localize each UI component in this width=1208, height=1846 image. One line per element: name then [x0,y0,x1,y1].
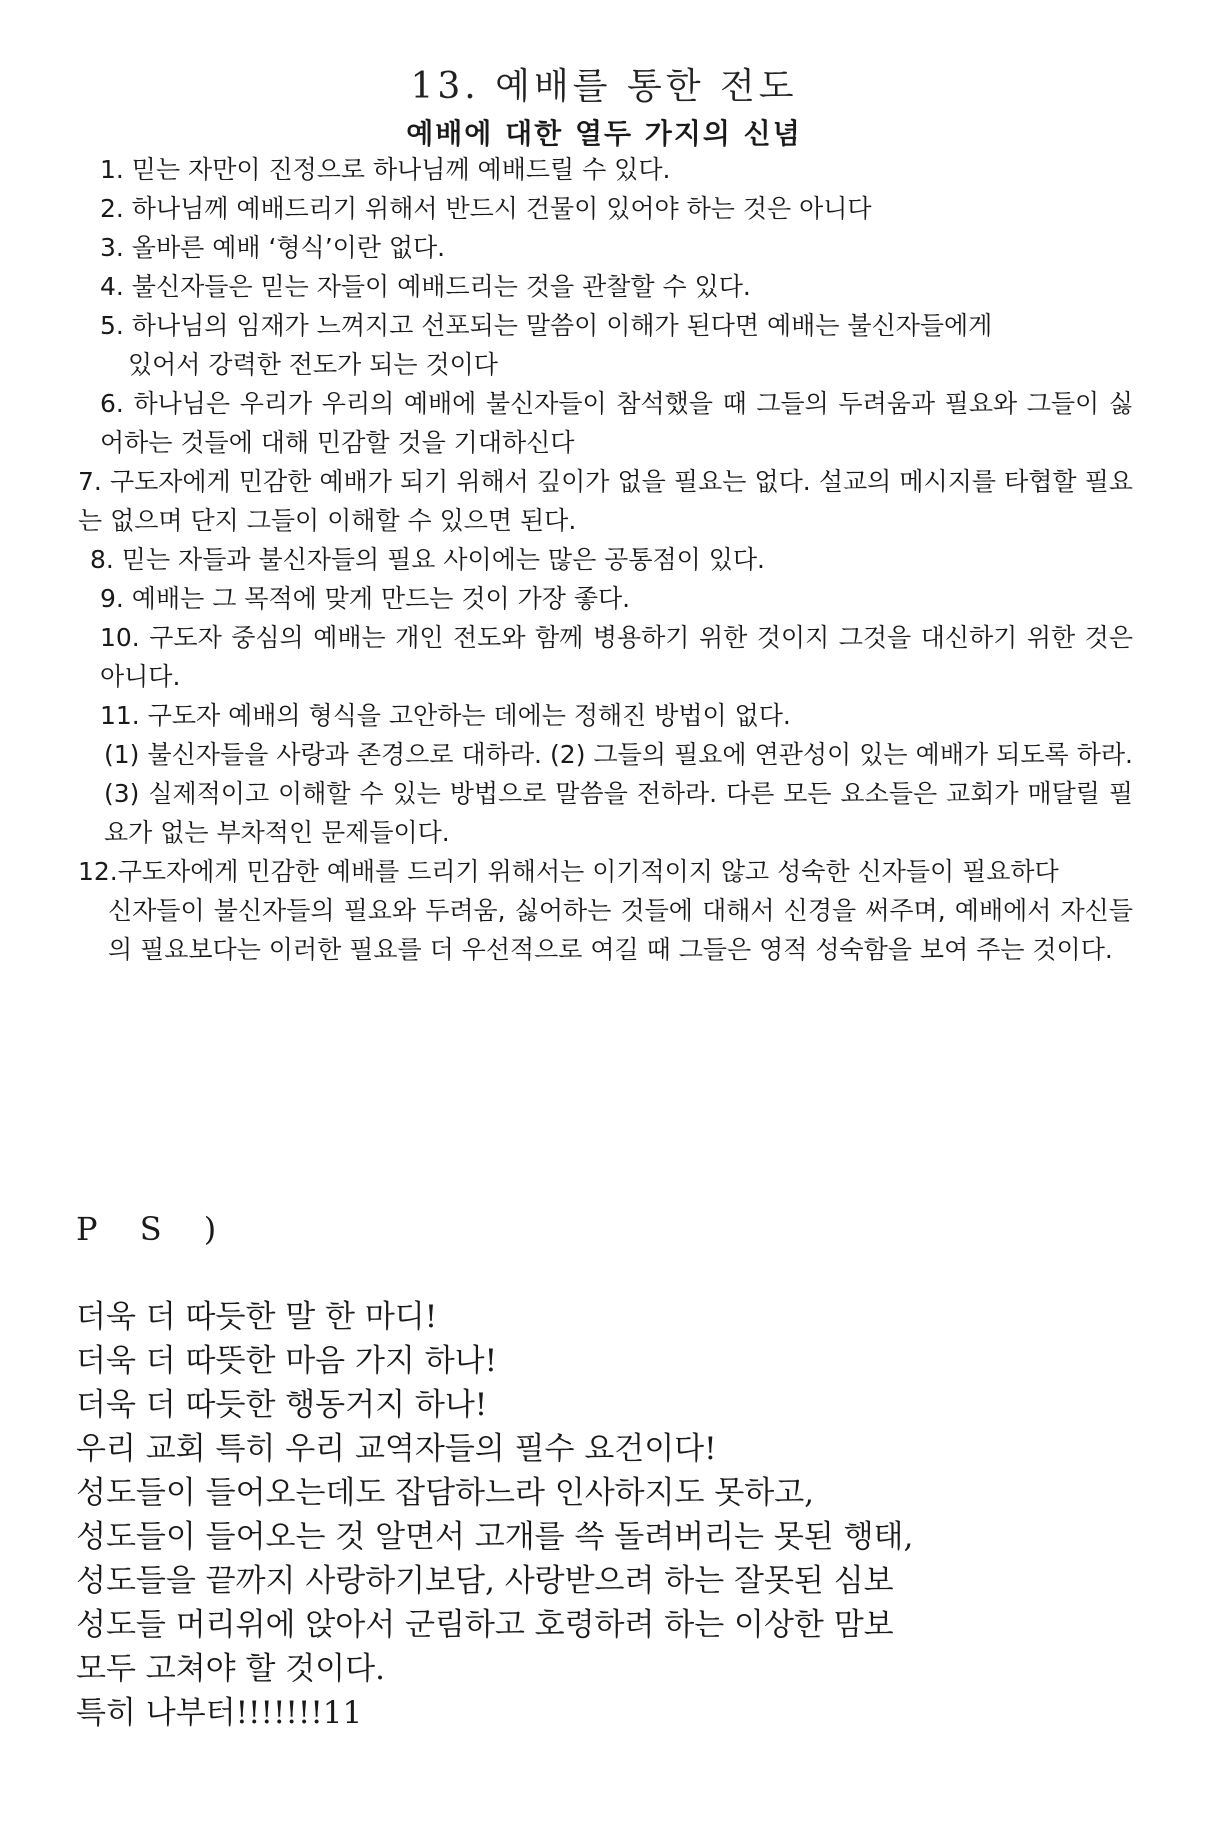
belief-list [78,150,1133,969]
belief-item-4: 4. 불신자들은 믿는 자들이 예배드리는 것을 관찰할 수 있다. [100,272,751,301]
belief-item-11-detail: (1) 불신자들을 사랑과 존경으로 대하라. (2) 그들의 필요에 연관성이 있는 예배가 되도록 하라. (3) 실제적이고 이해할 수 있는 방법으로 말씀을 전하라. 다른 모든 요소들은 교회가 매달릴 필요가 없는 부차적인 문제들이다. [104,740,1133,847]
ps-line: 더욱 더 따듯한 행동거지 하나! [76,1387,488,1423]
belief-item-2: 2. 하나님께 예배드리기 위해서 반드시 건물이 있어야 하는 것은 아니다 [100,194,872,223]
belief-item-5-continued: 있어서 강력한 전도가 되는 것이다 [128,350,498,379]
ps-label: P S ) [76,1210,233,1248]
ps-line: 성도들이 들어오는데도 잡담하느라 인사하지도 못하고, [76,1475,815,1511]
belief-item-10: 10. 구도자 중심의 예배는 개인 전도와 함께 병용하기 위한 것이지 그것을 대신하기 위한 것은 아니다. [100,623,1133,691]
belief-item-7: 7. 구도자에게 민감한 예배가 되기 위해서 깊이가 없을 필요는 없다. 설교의 메시지를 타협할 필요는 없으며 단지 그들이 이해할 수 있으면 된다. [78,467,1133,535]
belief-item-12: 12.구도자에게 민감한 예배를 드리기 위해서는 이기적이지 않고 성숙한 신자들이 필요하다 [78,857,1059,886]
belief-item-5: 5. 하나님의 임재가 느껴지고 선포되는 말씀이 이해가 된다면 예배는 불신자들에게 [100,311,993,340]
ps-line: 성도들을 끝까지 사랑하기보담, 사랑받으려 하는 잘못된 심보 [76,1563,894,1599]
belief-item-8: 8. 믿는 자들과 불신자들의 필요 사이에는 많은 공통점이 있다. [90,545,765,574]
belief-item-12-detail: 신자들이 불신자들의 필요와 두려움, 싫어하는 것들에 대해서 신경을 써주며, 예배에서 자신들의 필요보다는 이러한 필요를 더 우선적으로 여길 때 그들은 영적 성숙함을 보여 주는 것이다. [108,896,1133,964]
document-title: 13. 예배를 통한 전도 [410,66,798,107]
ps-line: 특히 나부터!!!!!!!11 [76,1695,363,1731]
ps-line: 우리 교회 특히 우리 교역자들의 필수 요건이다! [76,1431,717,1467]
belief-item-9: 9. 예배는 그 목적에 맞게 만드는 것이 가장 좋다. [100,584,631,613]
ps-line: 성도들 머리위에 앉아서 군림하고 호령하려 하는 이상한 맘보 [76,1607,894,1643]
ps-line: 더욱 더 따뜻한 마음 가지 하나! [76,1343,498,1379]
ps-line: 모두 고쳐야 할 것이다. [76,1651,385,1687]
belief-item-1: 1. 믿는 자만이 진정으로 하나님께 예배드릴 수 있다. [100,155,671,184]
ps-line: 더욱 더 따듯한 말 한 마디! [76,1299,438,1335]
document-subtitle: 예배에 대한 열두 가지의 신념 [406,117,802,150]
belief-item-3: 3. 올바른 예배 ‘형식’이란 없다. [100,233,446,262]
belief-item-11: 11. 구도자 예배의 형식을 고안하는 데에는 정해진 방법이 없다. [100,701,791,730]
ps-section [76,1295,1146,1735]
ps-line: 성도들이 들어오는 것 알면서 고개를 쓱 돌려버리는 못된 행태, [76,1519,914,1555]
belief-item-6: 6. 하나님은 우리가 우리의 예배에 불신자들이 참석했을 때 그들의 두려움과 필요와 그들이 싫어하는 것들에 대해 민감할 것을 기대하신다 [100,389,1133,457]
